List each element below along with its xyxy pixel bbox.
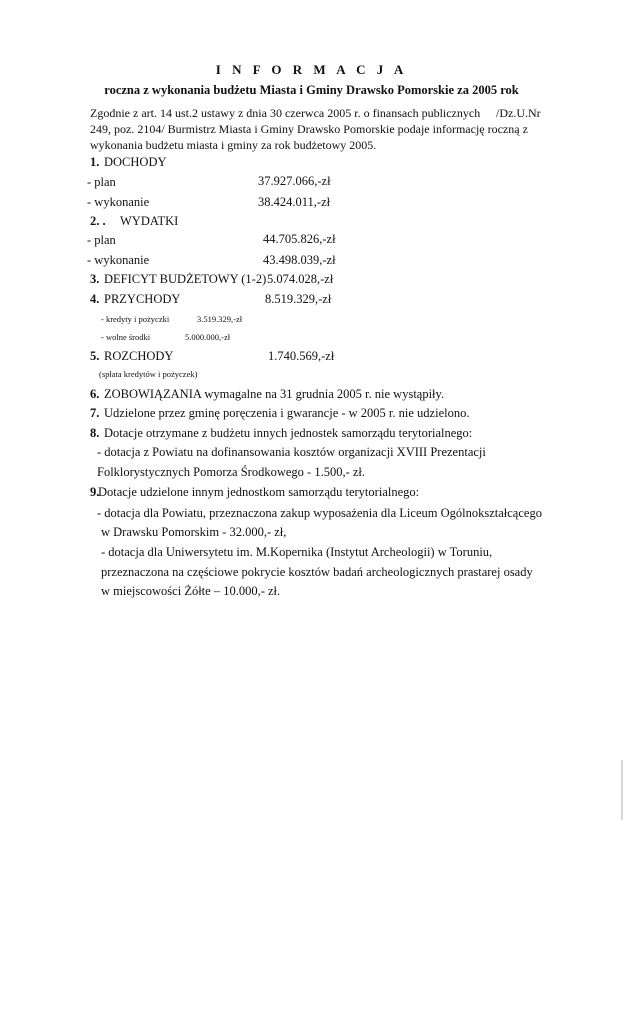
section-1-number: 1. [90,155,100,169]
section-9-line-3: - dotacja dla Uniwersytetu im. M.Kopernika (Instytut Archeologii) w Toruniu, [101,545,493,559]
section-4-free-funds-value: 5.000.000,-zł [185,332,231,342]
document-subtitle: roczna z wykonania budżetu Miasta i Gminy Drawsko Pomorskie za 2005 rok [104,83,519,97]
section-4-heading: PRZYCHODY [104,292,181,306]
section-9-line-2: w Drawsku Pomorskim - 32.000,- zł, [101,525,287,539]
section-4-value: 8.519.329,-zł [265,292,332,306]
section-6-number: 6. [90,387,100,401]
section-5-number: 5. [90,349,100,363]
document-title: I N F O R M A C J A [215,62,408,77]
section-9-line-4: przeznaczona na częściowe pokrycie kosztów badań archeologicznych prastarej osady [101,565,533,579]
section-8-text: Dotacje otrzymane z budżetu innych jednostek samorządu terytorialnego: [104,426,473,440]
section-9-line-5: w miejscowości Żółte – 10.000,- zł. [101,584,281,598]
section-1-execution-label: - wykonanie [87,195,150,209]
section-3-heading: DEFICYT BUDŻETOWY (1-2) [104,272,267,286]
section-4-number: 4. [90,292,100,306]
section-1-execution-value: 38.424.011,-zł [258,195,331,209]
section-2-number: 2. . [90,214,106,228]
section-5-heading: ROZCHODY [104,349,174,363]
section-2-plan-value: 44.705.826,-zł [263,232,336,246]
section-2-execution-label: - wykonanie [87,253,150,267]
intro-line-1-reference: /Dz.U.Nr [496,106,541,120]
intro-line-1: Zgodnie z art. 14 ust.2 ustawy z dnia 30 czerwca 2005 r. o finansach publicznych [90,106,481,120]
intro-line-3: wykonania budżetu miasta i gminy za rok budżetowy 2005. [90,138,377,152]
section-2-heading: WYDATKI [120,214,179,228]
section-3-number: 3. [90,272,100,286]
section-2-plan-label: - plan [87,233,116,247]
section-2-execution-value: 43.498.039,-zł [263,253,336,267]
section-5-value: 1.740.569,-zł [268,349,335,363]
intro-line-2: 249, poz. 2104/ Burmistrz Miasta i Gminy Drawsko Pomorskie podaje informację roczną z [90,122,528,136]
section-7-number: 7. [90,406,100,420]
section-8-line-1: - dotacja z Powiatu na dofinansowania kosztów organizacji XVIII Prezentacji [97,445,486,459]
section-6-text: ZOBOWIĄZANIA wymagalne na 31 grudnia 2005 r. nie wystąpiły. [104,387,445,401]
section-4-credits-label: - kredyty i pożyczki [101,314,170,324]
section-1-heading: DOCHODY [104,155,167,169]
section-8-number: 8. [90,426,100,440]
section-1-plan-value: 37.927.066,-zł [258,174,331,188]
section-8-line-2: Folklorystycznych Pomorza Środkowego - 1.500,- zł. [97,465,366,479]
section-9-number: 9. [90,485,100,499]
section-5-note: (spłata kredytów i pożyczek) [99,369,198,379]
section-9-line-1: - dotacja dla Powiatu, przeznaczona zakup wyposażenia dla Liceum Ogólnokształcącego [97,506,542,520]
section-1-plan-label: - plan [87,175,116,189]
section-3-value: 5.074.028,-zł [267,272,334,286]
section-7-text: Udzielone przez gminę poręczenia i gwarancje - w 2005 r. nie udzielono. [104,406,470,420]
section-4-free-funds-label: - wolne środki [101,332,151,342]
section-9-text: Dotacje udzielone innym jednostkom samorządu terytorialnego: [98,485,420,499]
section-4-credits-value: 3.519.329,-zł [197,314,243,324]
